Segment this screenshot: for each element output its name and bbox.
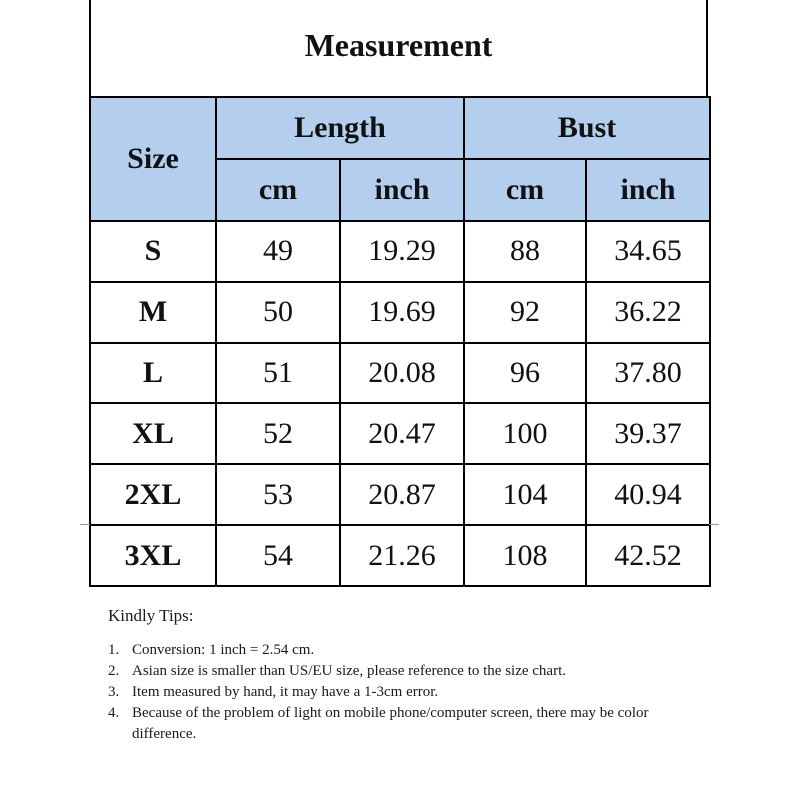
table-row (90, 403, 710, 464)
list-item (108, 682, 708, 703)
bust-cm-cell: 88 (464, 221, 586, 282)
bust-cm-cell: 92 (464, 282, 586, 343)
tip-number: 4. (108, 705, 120, 721)
bust-cm-cell: 108 (464, 525, 586, 586)
bust-cm-cell: 100 (464, 403, 586, 464)
bust-inch-header: inch (586, 159, 710, 221)
length-cm-cell: 53 (216, 464, 340, 525)
bust-cm-cell: 104 (464, 464, 586, 525)
bust-inch-cell: 36.22 (586, 282, 710, 343)
table-row (90, 464, 710, 525)
bust-inch-cell: 39.37 (586, 403, 710, 464)
size-cell: L (90, 343, 216, 404)
size-cell: S (90, 221, 216, 282)
bust-inch-cell: 42.52 (586, 525, 710, 586)
size-cell: M (90, 282, 216, 343)
length-inch-cell: 21.26 (340, 525, 464, 586)
page-title: Measurement (304, 26, 493, 63)
length-inch-cell: 20.08 (340, 343, 464, 404)
length-inch-cell: 20.87 (340, 464, 464, 525)
length-cm-cell: 50 (216, 282, 340, 343)
title-box (89, 0, 708, 96)
tip-text: Asian size is smaller than US/EU size, please reference to the size chart. (132, 663, 566, 679)
length-inch-header: inch (340, 159, 464, 221)
table-row (90, 343, 710, 404)
length-cm-cell: 54 (216, 525, 340, 586)
divider-left (80, 524, 90, 525)
tip-text: Item measured by hand, it may have a 1-3cm error. (132, 684, 439, 700)
size-cell: 3XL (90, 525, 216, 586)
tips-title: Kindly Tips: (108, 606, 194, 625)
bust-cm-header: cm (464, 159, 586, 221)
size-column-header: Size (90, 97, 216, 221)
length-cm-header: cm (216, 159, 340, 221)
tip-number: 1. (108, 642, 120, 658)
tip-number: 2. (108, 663, 120, 679)
tips-list (108, 640, 708, 745)
tip-text: Because of the problem of light on mobile phone/computer screen, there may be color difference. (132, 705, 649, 742)
length-group-header: Length (216, 97, 464, 159)
header-row-groups (90, 97, 710, 159)
bust-inch-cell: 34.65 (586, 221, 710, 282)
size-cell: XL (90, 403, 216, 464)
tip-text: Conversion: 1 inch = 2.54 cm. (132, 642, 315, 658)
list-item (108, 661, 708, 682)
length-inch-cell: 19.69 (340, 282, 464, 343)
table-row (90, 525, 710, 586)
list-item (108, 640, 708, 661)
divider-right (709, 524, 719, 525)
table-row (90, 282, 710, 343)
bust-inch-cell: 37.80 (586, 343, 710, 404)
size-chart-table (89, 96, 711, 587)
length-cm-cell: 49 (216, 221, 340, 282)
list-item (108, 703, 708, 745)
bust-group-header: Bust (464, 97, 710, 159)
table-row (90, 221, 710, 282)
length-cm-cell: 52 (216, 403, 340, 464)
kindly-tips (108, 606, 708, 745)
length-inch-cell: 20.47 (340, 403, 464, 464)
length-cm-cell: 51 (216, 343, 340, 404)
bust-inch-cell: 40.94 (586, 464, 710, 525)
tip-number: 3. (108, 684, 120, 700)
bust-cm-cell: 96 (464, 343, 586, 404)
length-inch-cell: 19.29 (340, 221, 464, 282)
size-cell: 2XL (90, 464, 216, 525)
